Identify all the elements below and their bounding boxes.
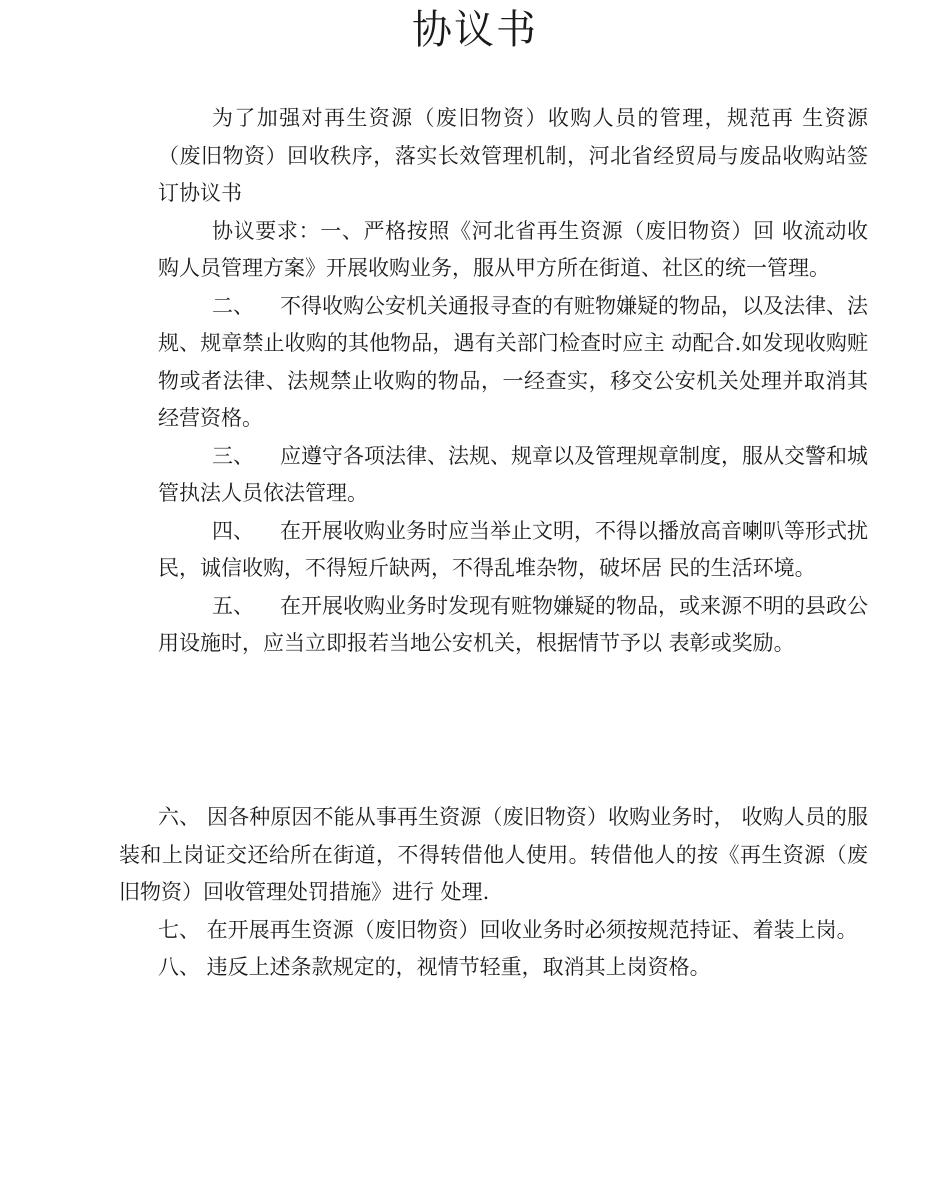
paragraph-intro	[158, 100, 868, 213]
clause-number: 四、	[212, 518, 254, 543]
paragraph-requirement-8	[119, 949, 868, 987]
paragraph-requirement-1	[158, 213, 868, 288]
paragraph-requirement-5	[158, 588, 868, 663]
paragraph-text: 协议要求：一、严格按照《河北省再生资源（废旧物资）回 收流动收购人员管理方案》开展收购业务，服从甲方所在街道、社区的统一管理。	[158, 218, 868, 280]
clause-number: 三、	[212, 443, 254, 468]
paragraph-text: 七、 在开展再生资源（废旧物资）回收业务时必须按规范持证、着装上岗。	[158, 917, 858, 942]
paragraph-text: 在开展收购业务时发现有赃物嫌疑的物品，或来源不明的县政公用设施时，应当立即报若当地公安机关，根据情节予以 表彰或奖励。	[158, 593, 868, 655]
paragraph-text: 不得收购公安机关通报寻查的有赃物嫌疑的物品，以及法律、法规、规章禁止收购的其他物品，遇有关部门检查时应主 动配合.如发现收购赃物或者法律、法规禁止收购的物品，一经查实，移交公安机关处理并取消其经营资格。	[158, 293, 868, 430]
paragraph-requirement-4	[158, 513, 868, 588]
paragraph-text: 六、 因各种原因不能从事再生资源（废旧物资）收购业务时， 收购人员的服装和上岗证交还给所在街道，不得转借他人使用。转借他人的按《再生资源（废旧物资）回收管理处罚措施》进行 处理.	[119, 805, 868, 904]
agreement-body-outdented	[119, 799, 868, 987]
clause-number: 五、	[212, 593, 254, 618]
paragraph-requirement-6	[119, 799, 868, 912]
paragraph-text: 为了加强对再生资源（废旧物资）收购人员的管理，规范再 生资源（废旧物资）回收秩序，落实长效管理机制，河北省经贸局与废品收购站签订协议书	[158, 106, 868, 205]
paragraph-text: 八、 违反上述条款规定的，视情节轻重，取消其上岗资格。	[158, 955, 711, 979]
document-title: 协议书	[412, 7, 538, 53]
agreement-body-indented	[158, 100, 868, 663]
paragraph-requirement-7	[119, 912, 868, 950]
paragraph-requirement-3	[158, 438, 868, 513]
paragraph-text: 应遵守各项法律、法规、规章以及管理规章制度，服从交警和城管执法人员依法管理。	[158, 443, 868, 505]
paragraph-requirement-2	[158, 288, 868, 438]
clause-number: 二、	[212, 293, 254, 318]
paragraph-text: 在开展收购业务时应当举止文明，不得以播放高音喇叭等形式扰民，诚信收购，不得短斤缺两，不得乱堆杂物，破坏居 民的生活环境。	[158, 518, 868, 580]
